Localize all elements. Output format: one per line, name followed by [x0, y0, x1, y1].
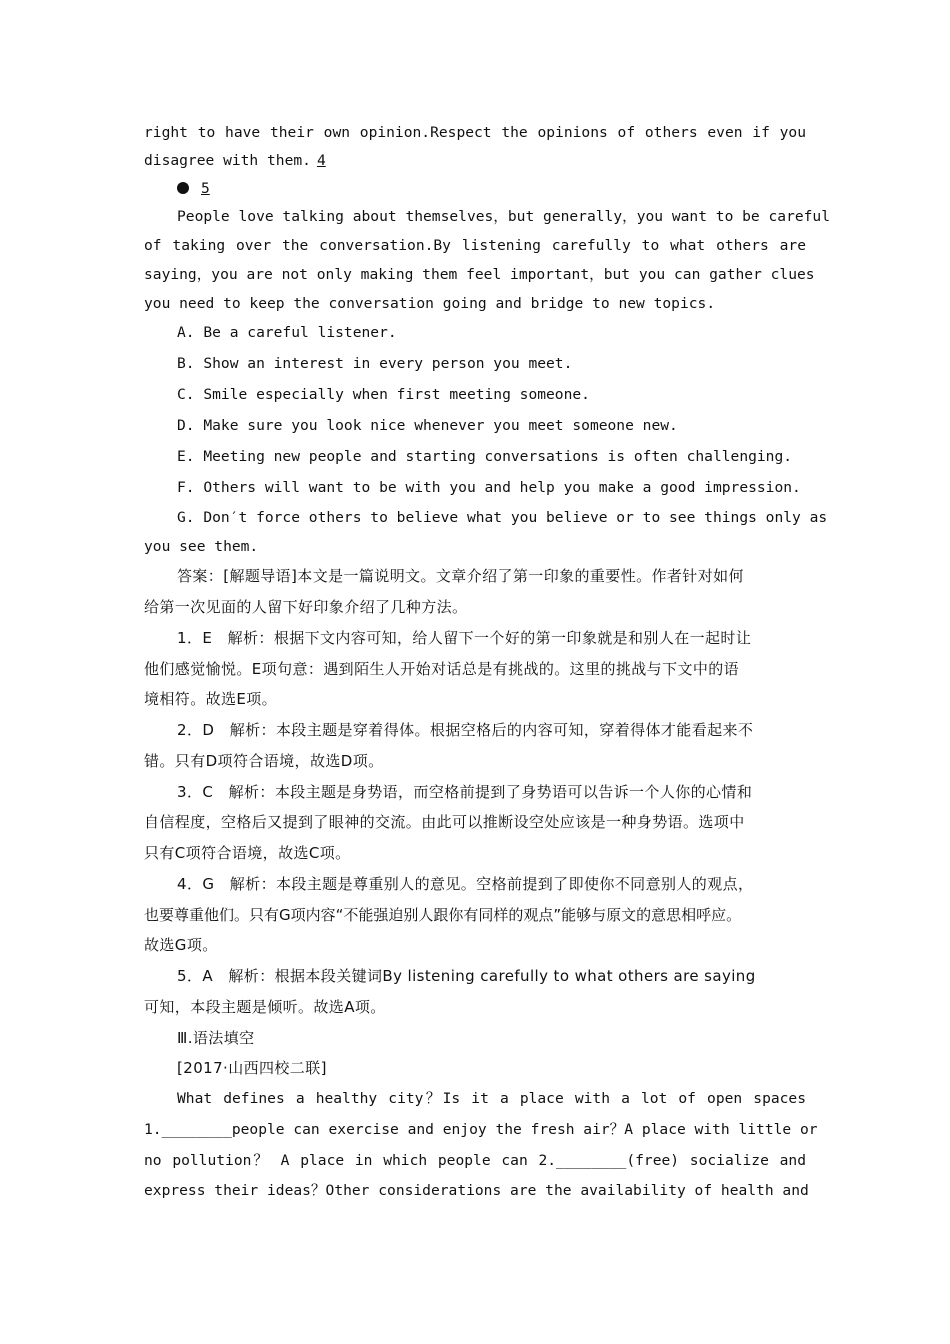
- paragraph-5-heading: [177, 179, 806, 199]
- answer-intro: 给第一次见面的人留下好印象介绍了几种方法。: [144, 598, 468, 616]
- answer-3: 只有C项符合语境，故选C项。: [144, 844, 351, 862]
- answer-blank-5: 5: [201, 180, 210, 197]
- option-e: E. Meeting new people and starting conversations is often challenging.: [177, 448, 793, 465]
- answer-5: 可知，本段主题是倾听。故选A项。: [144, 998, 386, 1016]
- answer-3: 自信程度，空格后又提到了眼神的交流。由此可以推断设空处应该是一种身势语。选项中: [144, 813, 745, 831]
- passage-line: saying，you are not only making them feel important，but you can gather clues: [144, 266, 815, 283]
- passage-line: [144, 151, 806, 171]
- option-c: C. Smile especially when first meeting someone.: [177, 386, 590, 403]
- answer-blank-4: 4: [316, 152, 326, 169]
- answer-intro: 答案：[解题导语]本文是一篇说明文。文章介绍了第一印象的重要性。作者针对如何: [177, 567, 744, 585]
- option-a: A. Be a careful listener.: [177, 324, 397, 341]
- answer-1: 境相符。故选E项。: [144, 690, 278, 708]
- answer-4: 故选G项。: [144, 936, 218, 954]
- passage-line: you need to keep the conversation going and bridge to new topics.: [144, 295, 716, 312]
- passage-line: of taking over the conversation.By listening carefully to what others are: [144, 237, 806, 254]
- answer-4: 也要尊重他们。只有G项内容“不能强迫别人跟你有同样的观点”能够与原文的意思相呼应。: [144, 906, 742, 924]
- passage-text: disagree with them.: [144, 152, 311, 169]
- section-heading: Ⅲ.语法填空: [177, 1029, 255, 1047]
- answer-2: 2．D 解析：本段主题是穿着得体。根据空格后的内容可知，穿着得体才能看起来不: [177, 721, 754, 739]
- answer-4: 4．G 解析：本段主题是尊重别人的意见。空格前提到了即使你不同意别人的观点，: [177, 875, 754, 893]
- passage-line: right to have their own opinion.Respect the opinions of others even if you: [144, 124, 806, 141]
- answer-3: 3．C 解析：本段主题是身势语，而空格前提到了身势语可以告诉一个人你的心情和: [177, 783, 753, 801]
- answer-2: 错。只有D项符合语境，故选D项。: [144, 752, 384, 770]
- passage-line: People love talking about themselves，but generally，you want to be careful: [177, 208, 831, 225]
- grammar-line: 1.________people can exercise and enjoy the fresh air？A place with little or: [144, 1121, 818, 1138]
- source-label: [2017·山西四校二联]: [177, 1059, 327, 1077]
- bullet-icon: [177, 182, 189, 194]
- option-f: F. Others will want to be with you and help you make a good impression.: [177, 479, 801, 496]
- option-g-cont: you see them.: [144, 538, 259, 555]
- option-g: G. Don′t force others to believe what you believe or to see things only as: [177, 509, 828, 526]
- option-b: B. Show an interest in every person you meet.: [177, 355, 573, 372]
- grammar-line: express their ideas？Other considerations are the availability of health and: [144, 1182, 809, 1199]
- option-d: D. Make sure you look nice whenever you meet someone new.: [177, 417, 678, 434]
- answer-1: 1．E 解析：根据下文内容可知，给人留下一个好的第一印象就是和别人在一起时让: [177, 629, 752, 647]
- grammar-line: What defines a healthy city？Is it a place with a lot of open spaces: [177, 1090, 806, 1107]
- answer-1: 他们感觉愉悦。E项句意：遇到陌生人开始对话总是有挑战的。这里的挑战与下文中的语: [144, 660, 740, 678]
- grammar-line: no pollution？ A place in which people can 2.________(free) socialize and: [144, 1152, 806, 1169]
- answer-5: 5．A 解析：根据本段关键词By listening carefully to what others are saying: [177, 967, 756, 985]
